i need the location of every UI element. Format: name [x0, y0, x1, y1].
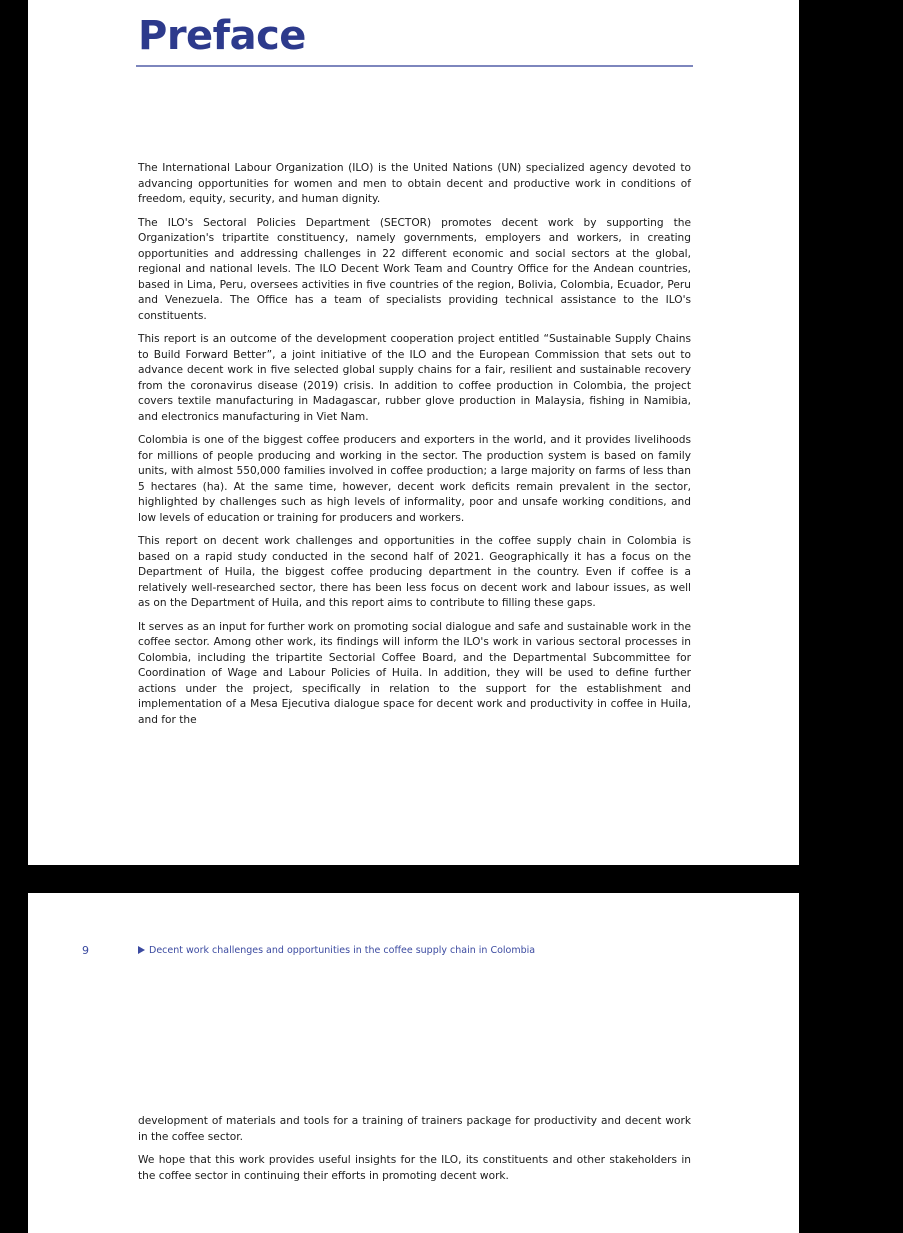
paragraph-closing: We hope that this work provides useful insights for the ILO, its constituents and other stakeholders in the coffee sector in continuing their efforts in promoting decent work. — [138, 1154, 691, 1182]
paragraph-sector-department: The ILO's Sectoral Policies Department (SECTOR) promotes decent work by supporting the Organization's tripartite constituency, namely governments, employers and workers, in creating opportunities and addressing challenges in 22 different economic and social sectors at the global, regional and national levels. The ILO Decent Work Team and Country Office for the Andean countries, based in Lima, Peru, oversees activities in five countries of the region, Bolivia, Colombia, Ecuador, Peru and Venezuela. The Office has a team of specialists providing technical assistance to the ILO's constituents. — [138, 216, 691, 322]
paragraph-colombia-coffee: Colombia is one of the biggest coffee producers and exporters in the world, and it provides livelihoods for millions of people producing and working in the sector. The production system is based on family units, with almost 550,000 families involved in coffee production; a large majority on farms of less than 5 hectares (ha). At the same time, however, decent work deficits remain prevalent in the sector, highlighted by challenges such as high levels of informality, poor and unsafe working conditions, and low levels of education or training for producers and workers. — [138, 434, 691, 524]
document-page-1 — [28, 0, 799, 865]
arrow-right-icon — [138, 946, 145, 954]
preface-body-continued — [138, 1114, 691, 1192]
preface-body — [138, 161, 691, 736]
paragraph-report-scope: This report on decent work challenges and opportunities in the coffee supply chain in Colombia is based on a rapid study conducted in the second half of 2021. Geographically it has a focus on the Department of Huila, the biggest coffee producing department in the country. Even if coffee is a relatively well-researched sector, there has been less focus on decent work and labour issues, as well as on the Department of Huila, and this report aims to contribute to filling these gaps. — [138, 535, 691, 609]
paragraph-ilo-intro: The International Labour Organization (ILO) is the United Nations (UN) specialized agency devoted to advancing opportunities for women and men to obtain decent and productive work in conditions of freedom, equity, security, and human dignity. — [138, 162, 691, 205]
paragraph-further-work: It serves as an input for further work on promoting social dialogue and safe and sustainable work in the coffee sector. Among other work, its findings will inform the ILO's work in various sectoral processes in Colombia, including the tripartite Sectorial Coffee Board, and the Departmental Subcommittee for Coordination of Wage and Labour Policies of Huila. In addition, they will be used to define further actions under the project, specifically in relation to the support for the establishment and implementation of a Mesa Ejecutiva dialogue space for decent work and productivity in coffee in Huila, and for the — [138, 620, 691, 726]
page-title: Preface — [138, 13, 306, 59]
running-header — [138, 945, 535, 956]
title-divider — [136, 65, 693, 67]
paragraph-project-outcome: This report is an outcome of the development cooperation project entitled “Sustainable Supply Chains to Build Forward Better”, a joint initiative of the ILO and the European Commission that sets out to advance decent work in five selected global supply chains for a fair, resilient and sustainable recovery from the coronavirus disease (2019) crisis. In addition to coffee production in Colombia, the project covers textile manufacturing in Madagascar, rubber glove production in Malaysia, fishing in Namibia, and electronics manufacturing in Viet Nam. — [138, 333, 691, 423]
document-page-2 — [28, 893, 799, 1233]
running-header-text: Decent work challenges and opportunities in the coffee supply chain in Colombia — [149, 945, 536, 956]
paragraph-continuation: development of materials and tools for a training of trainers package for productivity and decent work in the coffee sector. — [138, 1115, 691, 1143]
page-number: 9 — [82, 944, 89, 957]
